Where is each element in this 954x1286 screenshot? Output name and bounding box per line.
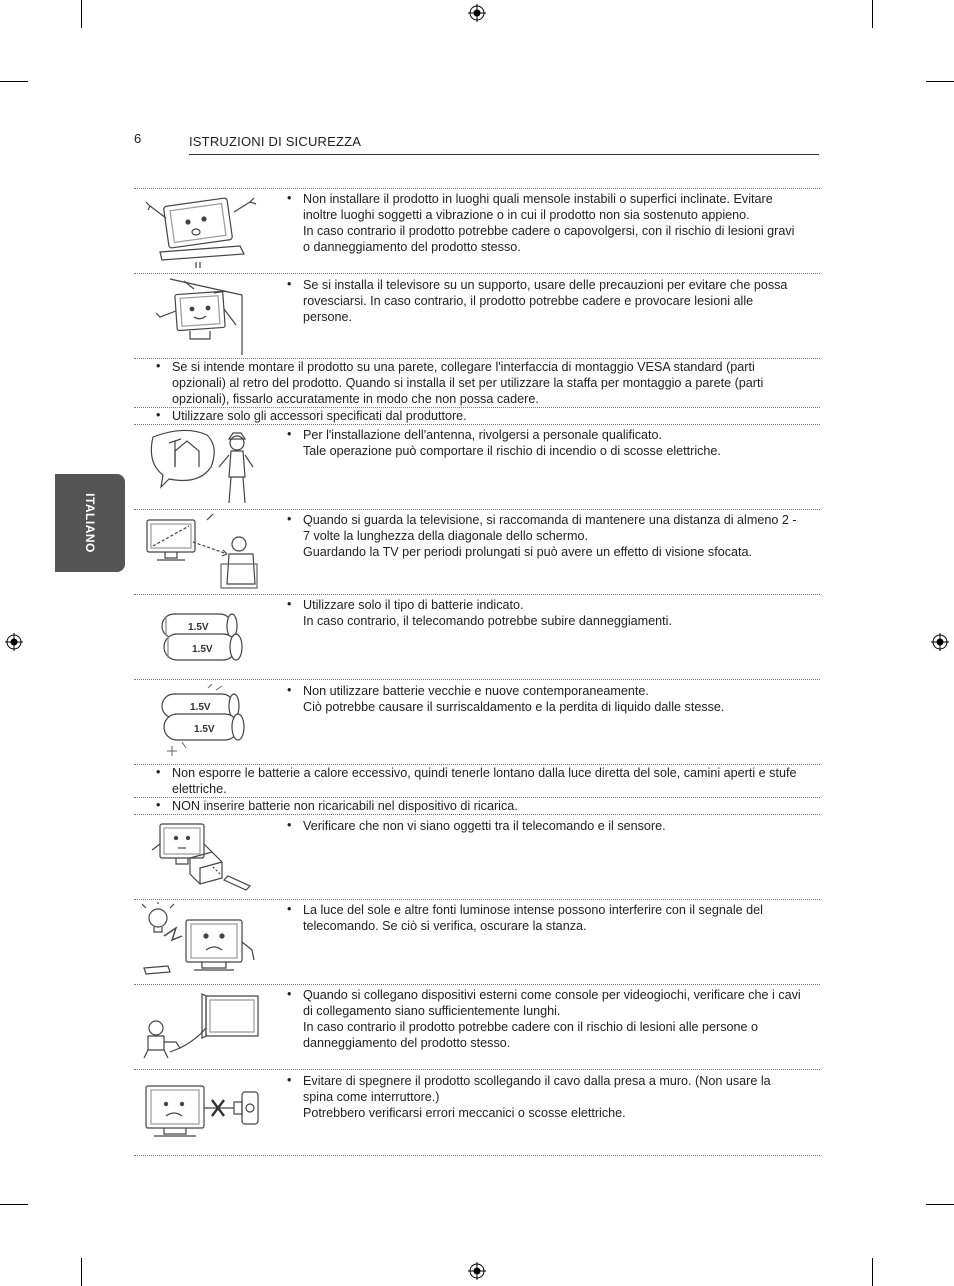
row-line: Verificare che non vi siano oggetti tra il telecomando e il sensore. <box>303 819 666 833</box>
row-line: In caso contrario il prodotto potrebbe cadere con il rischio di lesioni alle persone o danneggiamento del prodotto stesso. <box>303 1020 759 1050</box>
bullet-glyph: • <box>287 512 292 526</box>
registration-mark-icon <box>468 4 486 22</box>
unstable-tv-illustration <box>144 190 264 270</box>
batteries-illustration <box>152 608 247 668</box>
viewing-distance-illustration <box>143 512 260 592</box>
row-divider <box>134 424 820 425</box>
row-divider <box>134 273 820 274</box>
bullet-glyph: • <box>156 765 161 779</box>
antenna-technician-illustration <box>145 427 260 507</box>
row-line: Guardando la TV per periodi prolungati si può avere un effetto di visione sfocata. <box>303 545 752 559</box>
row-text <box>303 427 803 459</box>
crop-mark <box>0 1204 28 1205</box>
bullet-glyph: • <box>287 277 292 291</box>
crop-mark <box>0 81 28 82</box>
page-number: 6 <box>134 131 142 146</box>
bullet-glyph: • <box>287 427 292 441</box>
battery-label: 1.5V <box>194 724 215 735</box>
bullet-glyph: • <box>287 1073 292 1087</box>
full-row-text: Utilizzare solo gli accessori specificati dal produttore. <box>172 409 467 423</box>
row-divider <box>134 814 820 815</box>
row-divider <box>134 188 820 189</box>
row-divider <box>134 899 820 900</box>
bullet-glyph: • <box>287 818 292 832</box>
row-line: La luce del sole e altre fonti luminose intense possono interferire con il segnale del telecomando. Se ciò si verifica, oscurare la stanza. <box>303 903 763 933</box>
crop-mark <box>81 0 82 28</box>
row-divider <box>134 1155 820 1156</box>
row-line: Potrebbero verificarsi errori meccanici o scosse elettriche. <box>303 1106 626 1120</box>
bullet-glyph: • <box>287 683 292 697</box>
row-line: Ciò potrebbe causare il surriscaldamento e la perdita di liquido dalle stesse. <box>303 700 725 714</box>
row-divider <box>134 594 820 595</box>
row-text <box>303 512 803 560</box>
row-divider <box>134 679 820 680</box>
tv-on-support-illustration <box>150 275 250 355</box>
row-line: Se si installa il televisore su un supporto, usare delle precauzioni per evitare che possa rovesciarsi. In caso contrario, il prodotto potrebbe cadere e provocare lesioni alle persone. <box>303 278 788 324</box>
mixed-batteries-illustration <box>152 684 252 759</box>
row-text <box>303 902 803 934</box>
row-line: Non installare il prodotto in luoghi quali mensole instabili o superfici inclinate. Evitare inoltre luoghi soggetti a vibrazione o in cui il prodotto non sia sostenuto appieno. <box>303 192 773 222</box>
row-line: Quando si guarda la televisione, si raccomanda di mantenere una distanza di almeno 2 - 7 volte la lunghezza della diagonale dello schermo. <box>303 513 797 543</box>
crop-mark <box>81 1258 82 1286</box>
bullet-glyph: • <box>287 902 292 916</box>
row-line: Utilizzare solo il tipo di batterie indicato. <box>303 598 524 612</box>
bullet-glyph: • <box>287 597 292 611</box>
row-divider <box>134 984 820 985</box>
row-text <box>303 1073 803 1121</box>
crop-mark <box>872 0 873 28</box>
row-line: Non utilizzare batterie vecchie e nuove contemporaneamente. <box>303 684 649 698</box>
bullet-glyph: • <box>287 191 292 205</box>
header-divider <box>189 154 819 155</box>
row-text <box>303 818 803 834</box>
row-divider <box>134 1069 820 1070</box>
row-text <box>303 597 803 629</box>
row-line: In caso contrario, il telecomando potrebbe subire danneggiamenti. <box>303 614 672 628</box>
row-text <box>303 683 803 715</box>
crop-mark <box>926 81 954 82</box>
bullet-glyph: • <box>156 408 161 422</box>
crop-mark <box>872 1258 873 1286</box>
game-console-cable-illustration <box>140 992 265 1062</box>
battery-label: 1.5V <box>188 622 209 633</box>
row-divider <box>134 509 820 510</box>
side-tab-label: ITALIANO <box>83 493 97 553</box>
remote-obstacle-illustration <box>150 818 260 894</box>
row-line: Per l'installazione dell'antenna, rivolgersi a personale qualificato. <box>303 428 663 442</box>
row-text <box>303 191 803 255</box>
registration-mark-icon <box>5 633 23 651</box>
registration-mark-icon <box>468 1262 486 1280</box>
crop-mark <box>926 1204 954 1205</box>
registration-mark-icon <box>931 633 949 651</box>
row-line: Tale operazione può comportare il rischio di incendio o di scosse elettriche. <box>303 444 721 458</box>
row-text <box>303 277 803 325</box>
row-line: Evitare di spegnere il prodotto scollegando il cavo dalla presa a muro. (Non usare la spina come interruttore.) <box>303 1074 771 1104</box>
row-line: In caso contrario il prodotto potrebbe cadere o capovolgersi, con il rischio di lesioni gravi o danneggiamento del prodotto stesso. <box>303 224 795 254</box>
full-row-text: Non esporre le batterie a calore eccessivo, quindi tenerle lontano dalla luce diretta del sole, camini aperti e stufe elettriche. <box>172 766 797 796</box>
bullet-glyph: • <box>156 798 161 812</box>
battery-label: 1.5V <box>190 702 211 713</box>
unplug-warning-illustration <box>142 1084 262 1144</box>
language-side-tab <box>55 474 125 572</box>
row-text <box>303 987 803 1051</box>
battery-label: 1.5V <box>192 644 213 655</box>
section-title: ISTRUZIONI DI SICUREZZA <box>189 134 362 149</box>
row-line: Quando si collegano dispositivi esterni come console per videogiochi, verificare che i cavi di collegamento siano sufficientemente lunghi. <box>303 988 801 1018</box>
bullet-glyph: • <box>156 359 161 373</box>
bullet-glyph: • <box>287 987 292 1001</box>
full-row-text: NON inserire batterie non ricaricabili nel dispositivo di ricarica. <box>172 799 518 813</box>
full-row-text: Se si intende montare il prodotto su una parete, collegare l'interfaccia di montaggio VESA standard (parti opzionali) al retro del prodotto. Quando si installa il set per utilizzare la staffa per montaggio a parete (parti opzionali), fissarlo accuratamente in modo che non possa cadere. <box>172 360 764 406</box>
sunlight-interference-illustration <box>142 902 262 980</box>
